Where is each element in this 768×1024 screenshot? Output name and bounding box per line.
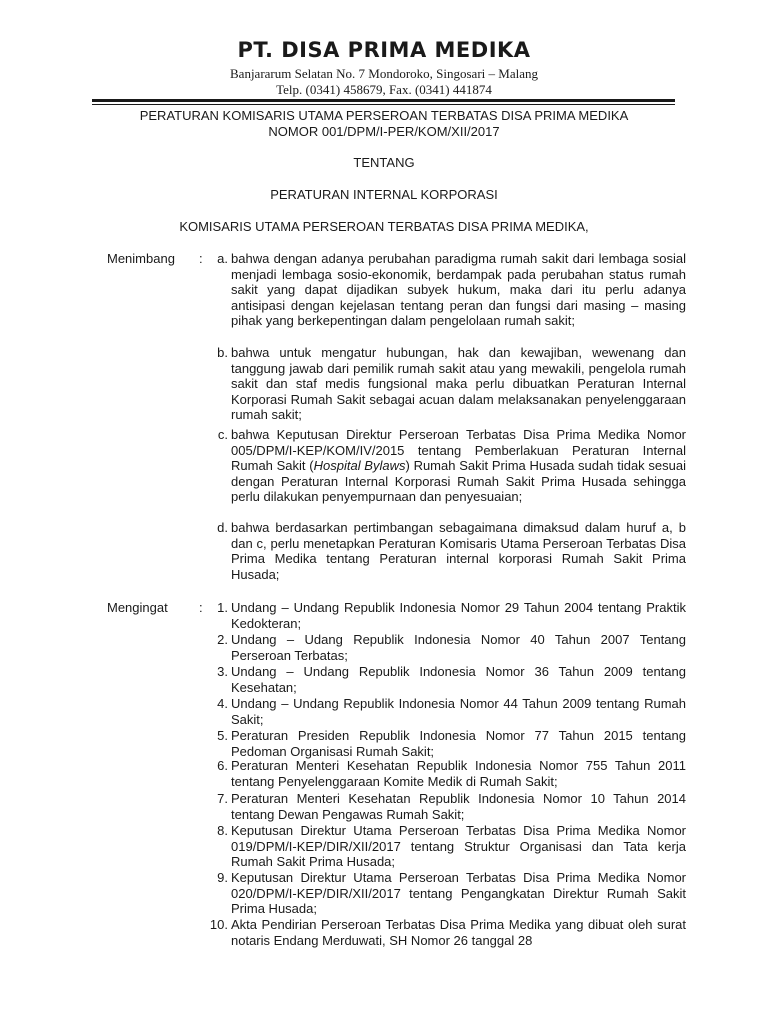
letterhead-rule-thin (92, 104, 675, 105)
menimbang-item-a: bahwa dengan adanya perubahan paradigma rumah sakit dari lembaga sosial menjadi lembaga sosio-ekonomik, berdampak pada perubahan status rumah sakit yang dapat dijadikan subyek hukum, maka dari itu perlu adanya antisipasi dengan kejelasan tentang peran dan fungsi dari masing – masing pihak yang berkepentingan dalam pengelolaan rumah sakit; (231, 251, 686, 328)
list-item-mark: 7. (217, 791, 228, 806)
list-item-mark: 1. (217, 600, 228, 615)
mengingat-item-2: Undang – Udang Republik Indonesia Nomor 40 Tahun 2007 Tentang Perseroan Terbatas; (231, 632, 686, 663)
menimbang-item-b: bahwa untuk mengatur hubungan, hak dan kewajiban, wewenang dan tanggung jawab dari pemilik rumah sakit atau yang mewakili, pengelola rumah sakit dan staf medis fungsional maka perlu dibuatkan Peraturan Internal Korporasi Rumah Sakit sebagai acuan dalam melaksanakan penyelenggaraan rumah sakit; (231, 345, 686, 422)
list-item-mark: 4. (217, 696, 228, 711)
mengingat-item-3: Undang – Undang Republik Indonesia Nomor 36 Tahun 2009 tentang Kesehatan; (231, 664, 686, 695)
list-item-mark: 6. (217, 758, 228, 773)
tentang-heading: TENTANG (353, 155, 415, 170)
company-phone: Telp. (0341) 458679, Fax. (0341) 441874 (276, 82, 492, 97)
mengingat-item-1: Undang – Undang Republik Indonesia Nomor 29 Tahun 2004 tentang Praktik Kedokteran; (231, 600, 686, 631)
mengingat-item-5: Peraturan Presiden Republik Indonesia Nomor 77 Tahun 2015 tentang Pedoman Organisasi Rumah Sakit; (231, 728, 686, 759)
list-item-mark: c. (217, 427, 228, 442)
regulation-issuer: KOMISARIS UTAMA PERSEROAN TERBATAS DISA PRIMA MEDIKA, (179, 219, 589, 234)
mengingat-item-4: Undang – Undang Republik Indonesia Nomor 44 Tahun 2009 tentang Rumah Sakit; (231, 696, 686, 727)
regulation-number: NOMOR 001/DPM/I-PER/KOM/XII/2017 (268, 124, 500, 139)
company-name: PT. DISA PRIMA MEDIKA (237, 38, 531, 62)
list-item-mark: 2. (217, 632, 228, 647)
menimbang-colon: : (199, 251, 203, 266)
mengingat-item-8: Keputusan Direktur Utama Perseroan Terbatas Disa Prima Medika Nomor 019/DPM/I-KEP/DIR/XII/2017 tentang Struktur Organisasi dan Tata kerja Rumah Sakit Prima Husada; (231, 823, 686, 869)
item-text: bahwa Keputusan Direktur Perseroan Terbatas Disa Prima Medika Nomor 005/DPM/I-KEP/KOM/IV/2015 tentang Pemberlakuan Peraturan Internal Rumah Sakit ( (231, 427, 686, 473)
menimbang-label: Menimbang (107, 251, 175, 266)
regulation-title: PERATURAN KOMISARIS UTAMA PERSEROAN TERBATAS DISA PRIMA MEDIKA (139, 108, 629, 123)
mengingat-item-6: Peraturan Menteri Kesehatan Republik Indonesia Nomor 755 Tahun 2011 tentang Penyelenggaraan Komite Medik di Rumah Sakit; (231, 758, 686, 789)
mengingat-colon: : (199, 600, 203, 615)
list-item-mark: 9. (217, 870, 228, 885)
menimbang-item-d: bahwa berdasarkan pertimbangan sebagaimana dimaksud dalam huruf a, b dan c, perlu menetapkan Peraturan Komisaris Utama Perseroan Terbatas Disa Prima Medika tentang Peraturan internal korporasi Rumah Sakit Prima Husada; (231, 520, 686, 582)
regulation-subject: PERATURAN INTERNAL KORPORASI (270, 187, 498, 202)
list-item-mark: a. (217, 251, 228, 266)
company-address: Banjararum Selatan No. 7 Mondoroko, Singosari – Malang (230, 66, 538, 81)
list-item-mark: d. (217, 520, 228, 535)
item-text: ) Rumah Sakit Prima Husada sudah tidak sesuai dengan Peraturan Internal Korporasi Rumah Sakit Prima Husada sehingga perlu dilakukan penyempurnaan dan penyesuaian; (231, 458, 686, 504)
list-item-mark: 5. (217, 728, 228, 743)
letterhead-rule-thick (92, 99, 675, 102)
item-text-italic: Hospital Bylaws (313, 458, 406, 473)
menimbang-item-c (231, 427, 686, 505)
mengingat-label: Mengingat (107, 600, 168, 615)
list-item-mark: b. (217, 345, 228, 360)
list-item-mark: 3. (217, 664, 228, 679)
mengingat-item-7: Peraturan Menteri Kesehatan Republik Indonesia Nomor 10 Tahun 2014 tentang Dewan Pengawas Rumah Sakit; (231, 791, 686, 822)
list-item-mark: 10. (209, 917, 228, 932)
mengingat-item-10: Akta Pendirian Perseroan Terbatas Disa Prima Medika yang dibuat oleh surat notaris Endang Merduwati, SH Nomor 26 tanggal 28 (231, 917, 686, 948)
list-item-mark: 8. (217, 823, 228, 838)
mengingat-item-9: Keputusan Direktur Utama Perseroan Terbatas Disa Prima Medika Nomor 020/DPM/I-KEP/DIR/XII/2017 tentang Pengangkatan Direktur Rumah Sakit Prima Husada; (231, 870, 686, 916)
